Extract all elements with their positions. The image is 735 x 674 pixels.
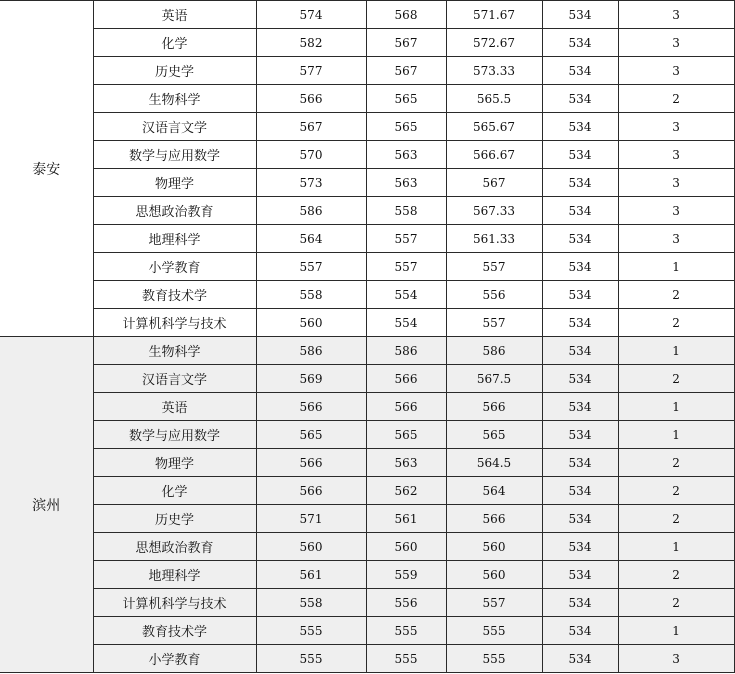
- count-cell: 2: [618, 365, 734, 393]
- control-line-cell: 534: [542, 645, 618, 673]
- min-score-cell: 554: [366, 309, 446, 337]
- control-line-cell: 534: [542, 225, 618, 253]
- major-cell: 地理科学: [93, 225, 256, 253]
- table-row: [0, 225, 734, 253]
- max-score-cell: 567: [256, 113, 366, 141]
- table-row: [0, 645, 734, 673]
- table-row: [0, 85, 734, 113]
- max-score-cell: 560: [256, 309, 366, 337]
- max-score-cell: 566: [256, 85, 366, 113]
- control-line-cell: 534: [542, 253, 618, 281]
- count-cell: 2: [618, 449, 734, 477]
- major-cell: 生物科学: [93, 85, 256, 113]
- count-cell: 3: [618, 57, 734, 85]
- table-row: [0, 337, 734, 365]
- control-line-cell: 534: [542, 169, 618, 197]
- count-cell: 3: [618, 225, 734, 253]
- max-score-cell: 573: [256, 169, 366, 197]
- table-row: [0, 1, 734, 29]
- major-cell: 汉语言文学: [93, 113, 256, 141]
- avg-score-cell: 555: [446, 645, 542, 673]
- count-cell: 3: [618, 1, 734, 29]
- table-row: [0, 281, 734, 309]
- table-row: [0, 393, 734, 421]
- avg-score-cell: 567.33: [446, 197, 542, 225]
- count-cell: 1: [618, 393, 734, 421]
- count-cell: 2: [618, 85, 734, 113]
- major-cell: 物理学: [93, 449, 256, 477]
- city-cell: 泰安: [0, 1, 93, 337]
- major-cell: 历史学: [93, 57, 256, 85]
- major-cell: 地理科学: [93, 561, 256, 589]
- table-row: [0, 113, 734, 141]
- count-cell: 3: [618, 141, 734, 169]
- max-score-cell: 577: [256, 57, 366, 85]
- avg-score-cell: 557: [446, 589, 542, 617]
- control-line-cell: 534: [542, 393, 618, 421]
- table-row: [0, 169, 734, 197]
- control-line-cell: 534: [542, 505, 618, 533]
- max-score-cell: 560: [256, 533, 366, 561]
- major-cell: 历史学: [93, 505, 256, 533]
- avg-score-cell: 557: [446, 309, 542, 337]
- major-cell: 教育技术学: [93, 281, 256, 309]
- min-score-cell: 558: [366, 197, 446, 225]
- avg-score-cell: 573.33: [446, 57, 542, 85]
- count-cell: 2: [618, 309, 734, 337]
- count-cell: 1: [618, 617, 734, 645]
- count-cell: 1: [618, 253, 734, 281]
- count-cell: 2: [618, 281, 734, 309]
- min-score-cell: 565: [366, 113, 446, 141]
- max-score-cell: 561: [256, 561, 366, 589]
- control-line-cell: 534: [542, 29, 618, 57]
- major-cell: 汉语言文学: [93, 365, 256, 393]
- control-line-cell: 534: [542, 617, 618, 645]
- avg-score-cell: 556: [446, 281, 542, 309]
- min-score-cell: 557: [366, 225, 446, 253]
- major-cell: 思想政治教育: [93, 533, 256, 561]
- avg-score-cell: 565: [446, 421, 542, 449]
- avg-score-cell: 565.67: [446, 113, 542, 141]
- avg-score-cell: 560: [446, 533, 542, 561]
- table-row: [0, 197, 734, 225]
- major-cell: 计算机科学与技术: [93, 309, 256, 337]
- count-cell: 3: [618, 645, 734, 673]
- table-row: [0, 561, 734, 589]
- max-score-cell: 571: [256, 505, 366, 533]
- min-score-cell: 556: [366, 589, 446, 617]
- max-score-cell: 586: [256, 197, 366, 225]
- major-cell: 小学教育: [93, 645, 256, 673]
- max-score-cell: 570: [256, 141, 366, 169]
- avg-score-cell: 571.67: [446, 1, 542, 29]
- control-line-cell: 534: [542, 85, 618, 113]
- control-line-cell: 534: [542, 281, 618, 309]
- max-score-cell: 558: [256, 589, 366, 617]
- count-cell: 2: [618, 505, 734, 533]
- table-row: [0, 57, 734, 85]
- max-score-cell: 555: [256, 645, 366, 673]
- min-score-cell: 555: [366, 645, 446, 673]
- max-score-cell: 558: [256, 281, 366, 309]
- min-score-cell: 555: [366, 617, 446, 645]
- table-row: [0, 477, 734, 505]
- count-cell: 1: [618, 337, 734, 365]
- major-cell: 数学与应用数学: [93, 141, 256, 169]
- count-cell: 3: [618, 113, 734, 141]
- count-cell: 3: [618, 169, 734, 197]
- control-line-cell: 534: [542, 365, 618, 393]
- count-cell: 2: [618, 589, 734, 617]
- avg-score-cell: 586: [446, 337, 542, 365]
- min-score-cell: 567: [366, 29, 446, 57]
- table-body: [0, 1, 734, 673]
- major-cell: 数学与应用数学: [93, 421, 256, 449]
- min-score-cell: 559: [366, 561, 446, 589]
- major-cell: 小学教育: [93, 253, 256, 281]
- avg-score-cell: 567.5: [446, 365, 542, 393]
- table-row: [0, 309, 734, 337]
- avg-score-cell: 564: [446, 477, 542, 505]
- control-line-cell: 534: [542, 561, 618, 589]
- min-score-cell: 562: [366, 477, 446, 505]
- major-cell: 化学: [93, 477, 256, 505]
- control-line-cell: 534: [542, 589, 618, 617]
- major-cell: 化学: [93, 29, 256, 57]
- city-cell: 滨州: [0, 337, 93, 673]
- avg-score-cell: 566: [446, 505, 542, 533]
- table-row: [0, 533, 734, 561]
- min-score-cell: 563: [366, 141, 446, 169]
- min-score-cell: 567: [366, 57, 446, 85]
- min-score-cell: 560: [366, 533, 446, 561]
- max-score-cell: 566: [256, 449, 366, 477]
- major-cell: 英语: [93, 393, 256, 421]
- avg-score-cell: 566: [446, 393, 542, 421]
- control-line-cell: 534: [542, 533, 618, 561]
- control-line-cell: 534: [542, 477, 618, 505]
- control-line-cell: 534: [542, 421, 618, 449]
- table-row: [0, 365, 734, 393]
- major-cell: 计算机科学与技术: [93, 589, 256, 617]
- max-score-cell: 566: [256, 477, 366, 505]
- control-line-cell: 534: [542, 1, 618, 29]
- count-cell: 2: [618, 561, 734, 589]
- table-row: [0, 29, 734, 57]
- avg-score-cell: 560: [446, 561, 542, 589]
- min-score-cell: 565: [366, 421, 446, 449]
- count-cell: 3: [618, 29, 734, 57]
- control-line-cell: 534: [542, 113, 618, 141]
- min-score-cell: 566: [366, 393, 446, 421]
- max-score-cell: 566: [256, 393, 366, 421]
- control-line-cell: 534: [542, 337, 618, 365]
- max-score-cell: 586: [256, 337, 366, 365]
- count-cell: 1: [618, 421, 734, 449]
- major-cell: 物理学: [93, 169, 256, 197]
- control-line-cell: 534: [542, 309, 618, 337]
- control-line-cell: 534: [542, 141, 618, 169]
- major-cell: 思想政治教育: [93, 197, 256, 225]
- major-cell: 生物科学: [93, 337, 256, 365]
- major-cell: 英语: [93, 1, 256, 29]
- table-row: [0, 449, 734, 477]
- table-row: [0, 589, 734, 617]
- max-score-cell: 555: [256, 617, 366, 645]
- control-line-cell: 534: [542, 57, 618, 85]
- count-cell: 3: [618, 197, 734, 225]
- max-score-cell: 582: [256, 29, 366, 57]
- min-score-cell: 565: [366, 85, 446, 113]
- count-cell: 1: [618, 533, 734, 561]
- major-cell: 教育技术学: [93, 617, 256, 645]
- max-score-cell: 564: [256, 225, 366, 253]
- max-score-cell: 569: [256, 365, 366, 393]
- avg-score-cell: 561.33: [446, 225, 542, 253]
- min-score-cell: 568: [366, 1, 446, 29]
- table-row: [0, 253, 734, 281]
- control-line-cell: 534: [542, 449, 618, 477]
- avg-score-cell: 565.5: [446, 85, 542, 113]
- avg-score-cell: 564.5: [446, 449, 542, 477]
- max-score-cell: 574: [256, 1, 366, 29]
- table-row: [0, 617, 734, 645]
- table-row: [0, 141, 734, 169]
- avg-score-cell: 566.67: [446, 141, 542, 169]
- min-score-cell: 561: [366, 505, 446, 533]
- max-score-cell: 557: [256, 253, 366, 281]
- table-row: [0, 421, 734, 449]
- min-score-cell: 563: [366, 169, 446, 197]
- control-line-cell: 534: [542, 197, 618, 225]
- min-score-cell: 586: [366, 337, 446, 365]
- avg-score-cell: 555: [446, 617, 542, 645]
- min-score-cell: 557: [366, 253, 446, 281]
- max-score-cell: 565: [256, 421, 366, 449]
- avg-score-cell: 567: [446, 169, 542, 197]
- avg-score-cell: 557: [446, 253, 542, 281]
- avg-score-cell: 572.67: [446, 29, 542, 57]
- min-score-cell: 563: [366, 449, 446, 477]
- min-score-cell: 554: [366, 281, 446, 309]
- count-cell: 2: [618, 477, 734, 505]
- table-row: [0, 505, 734, 533]
- min-score-cell: 566: [366, 365, 446, 393]
